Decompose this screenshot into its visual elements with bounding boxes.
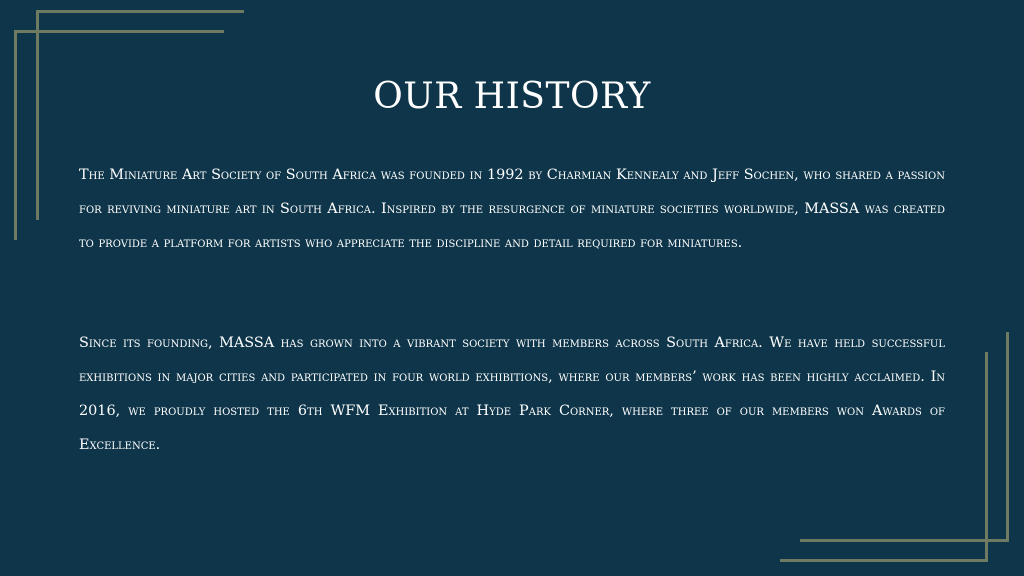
frame-line-top-left-inner-vertical [14, 30, 17, 240]
frame-line-bottom-right-outer-horizontal [800, 539, 1009, 542]
history-paragraph-founding: The Miniature Art Society of South Africa was founded in 1992 by Charmian Kennealy and Jeff Sochen, who shared a passion for reviving miniature art in South Africa. Inspired by the resurgence of miniature societies worldwide, MASSA was created to provide a platform for artists who appreciate the discipline and detail required for miniatures. [79, 167, 945, 251]
frame-line-top-left-inner-horizontal [14, 30, 224, 33]
frame-line-top-left-outer-horizontal [36, 10, 244, 13]
frame-line-bottom-right-outer-vertical [1006, 332, 1009, 542]
history-paragraph-growth: Since its founding, MASSA has grown into a vibrant society with members across South Africa. We have held successful exhibitions in major cities and participated in four world exhibitions, where our members’ work has been highly acclaimed. In 2016, we proudly hosted the 6th WFM Exhibition at Hyde Park Corner, where three of our members won Awards of Excellence. [79, 335, 945, 453]
frame-line-bottom-right-inner-vertical [985, 352, 988, 562]
frame-line-bottom-right-inner-horizontal [780, 559, 988, 562]
slide-title: OUR HISTORY [373, 76, 651, 117]
